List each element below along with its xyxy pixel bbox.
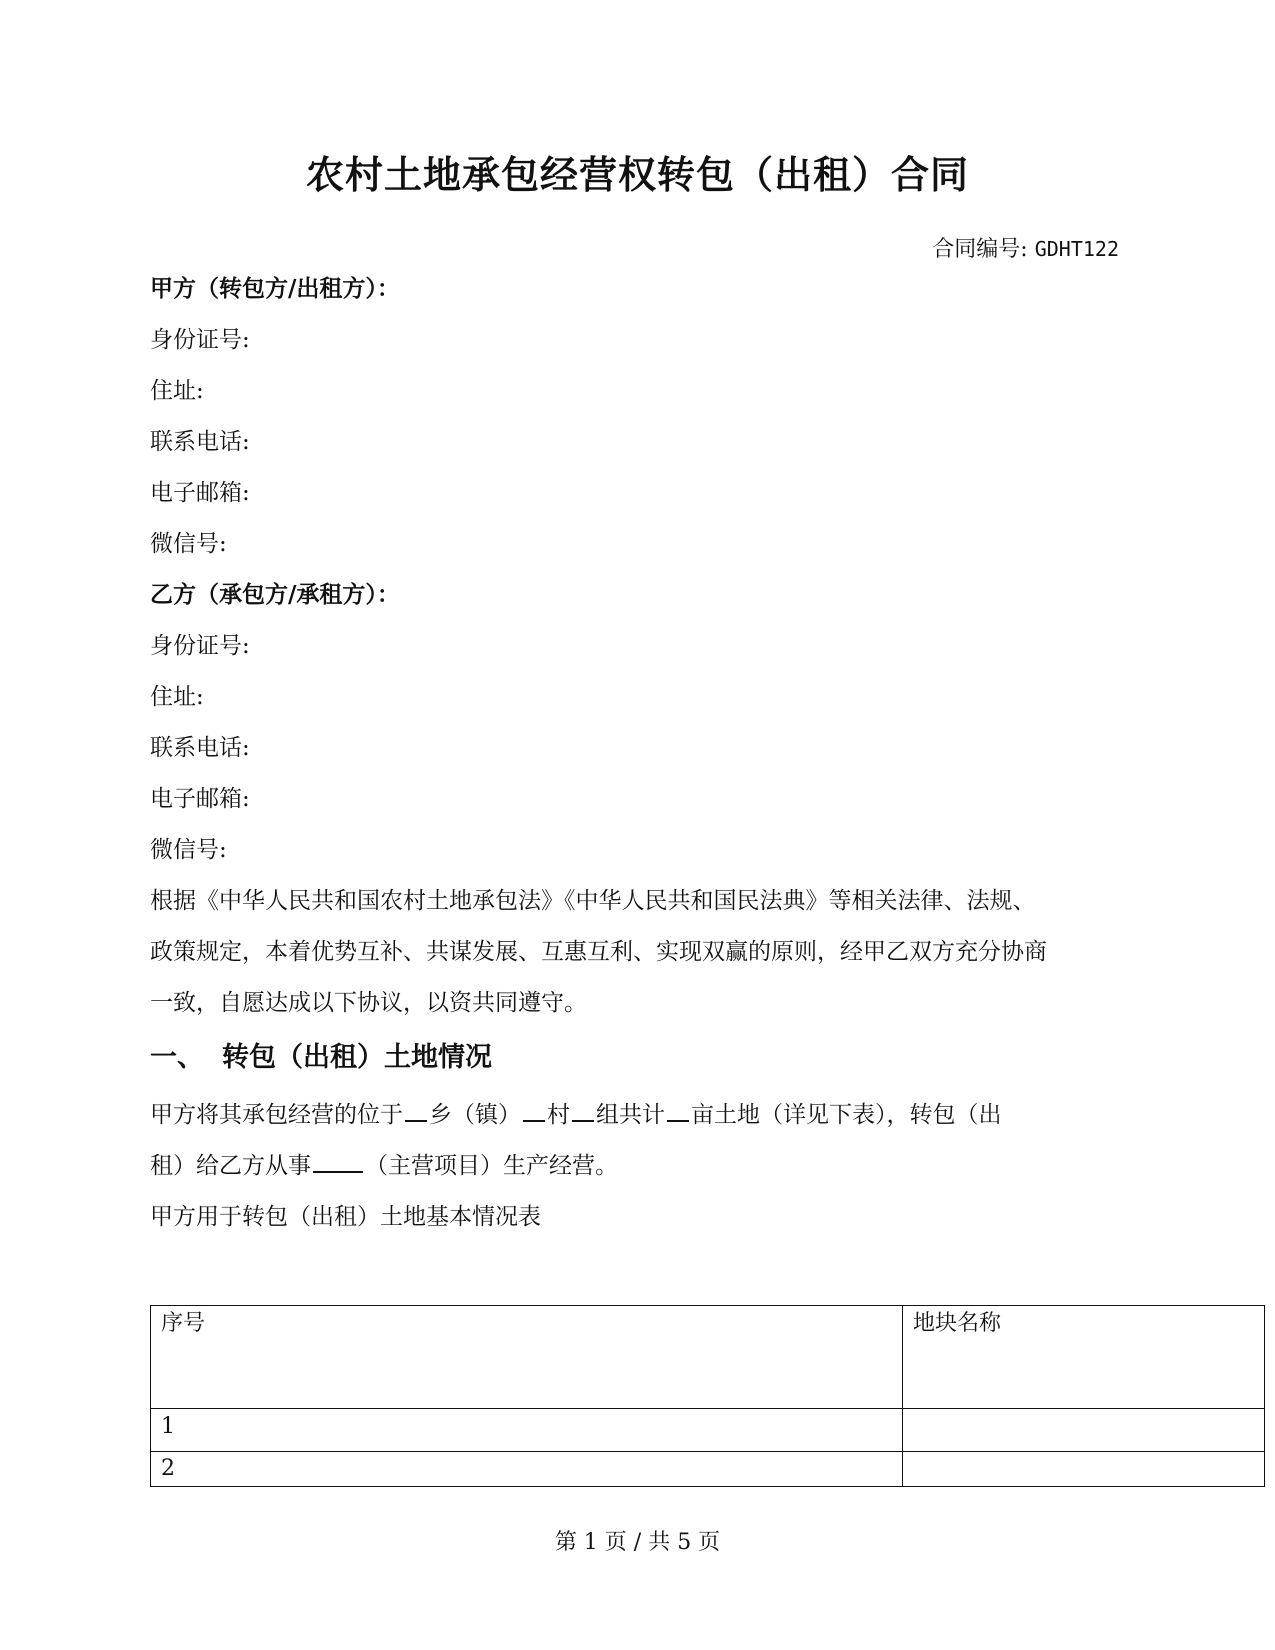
table-caption: 甲方用于转包（出租）土地基本情况表 (150, 1204, 541, 1230)
text-located-at: 甲方将其承包经营的位于 (150, 1102, 403, 1128)
project-blank (313, 1149, 363, 1173)
party-a-id-label: 身份证号: (150, 327, 250, 353)
page-footer: 第 1 页 / 共 5 页 (554, 1530, 721, 1555)
party-b-address-label: 住址: (150, 684, 204, 710)
party-a-phone-label: 联系电话: (150, 429, 250, 455)
table-header-row (151, 1306, 1265, 1409)
table-header-plot-name: 地块名称 (903, 1306, 1265, 1409)
table-row (151, 1409, 1265, 1452)
contract-number-value: GDHT122 (1034, 237, 1119, 261)
text-group-total: 组共计 (596, 1102, 665, 1128)
land-info-table (150, 1305, 1265, 1487)
township-blank (405, 1098, 427, 1122)
party-b-heading: 乙方（承包方/承租方）： (150, 581, 400, 608)
text-engage-in: 租）给乙方从事 (150, 1153, 311, 1179)
party-a-wechat-label: 微信号: (150, 531, 227, 557)
section-1-number: 一、 (150, 1042, 204, 1073)
preamble-line-2: 政策规定，本着优势互补、共谋发展、互惠互利、实现双赢的原则，经甲乙双方充分协商 (150, 939, 1047, 965)
party-a-heading: 甲方（转包方/出租方）： (150, 275, 400, 302)
party-b-phone-label: 联系电话: (150, 735, 250, 761)
section-1-paragraph-line-1 (150, 1098, 1002, 1130)
text-village: 村 (547, 1102, 570, 1128)
party-a-address-label: 住址: (150, 378, 204, 404)
party-b-wechat-label: 微信号: (150, 837, 227, 863)
party-b-id-label: 身份证号: (150, 633, 250, 659)
party-b-email-label: 电子邮箱: (150, 786, 250, 812)
preamble-line-3: 一致，自愿达成以下协议，以资共同遵守。 (150, 990, 587, 1016)
preamble-line-1: 根据《中华人民共和国农村土地承包法》《中华人民共和国民法典》等相关法律、法规、 (150, 888, 1036, 914)
text-township: 乡（镇） (429, 1102, 521, 1128)
table-cell-plot-name (903, 1409, 1265, 1452)
contract-number (932, 234, 1119, 265)
table-header-index: 序号 (151, 1306, 903, 1409)
document-title: 农村土地承包经营权转包（出租）合同 (305, 152, 969, 197)
section-1-heading (150, 1040, 492, 1076)
area-blank (667, 1098, 689, 1122)
party-a-email-label: 电子邮箱: (150, 480, 250, 506)
table-cell-index: 1 (151, 1409, 903, 1452)
contract-number-label: 合同编号: (932, 237, 1035, 262)
section-1-paragraph-line-2 (150, 1149, 618, 1181)
section-1-title: 转包（出租）土地情况 (222, 1042, 492, 1073)
group-blank (572, 1098, 594, 1122)
table-cell-plot-name (903, 1452, 1265, 1487)
village-blank (523, 1098, 545, 1122)
text-mu-land: 亩土地（详见下表），转包（出 (691, 1102, 1002, 1128)
table-cell-index: 2 (151, 1452, 903, 1487)
table-row (151, 1452, 1265, 1487)
text-main-project: （主营项目）生产经营。 (365, 1153, 618, 1179)
